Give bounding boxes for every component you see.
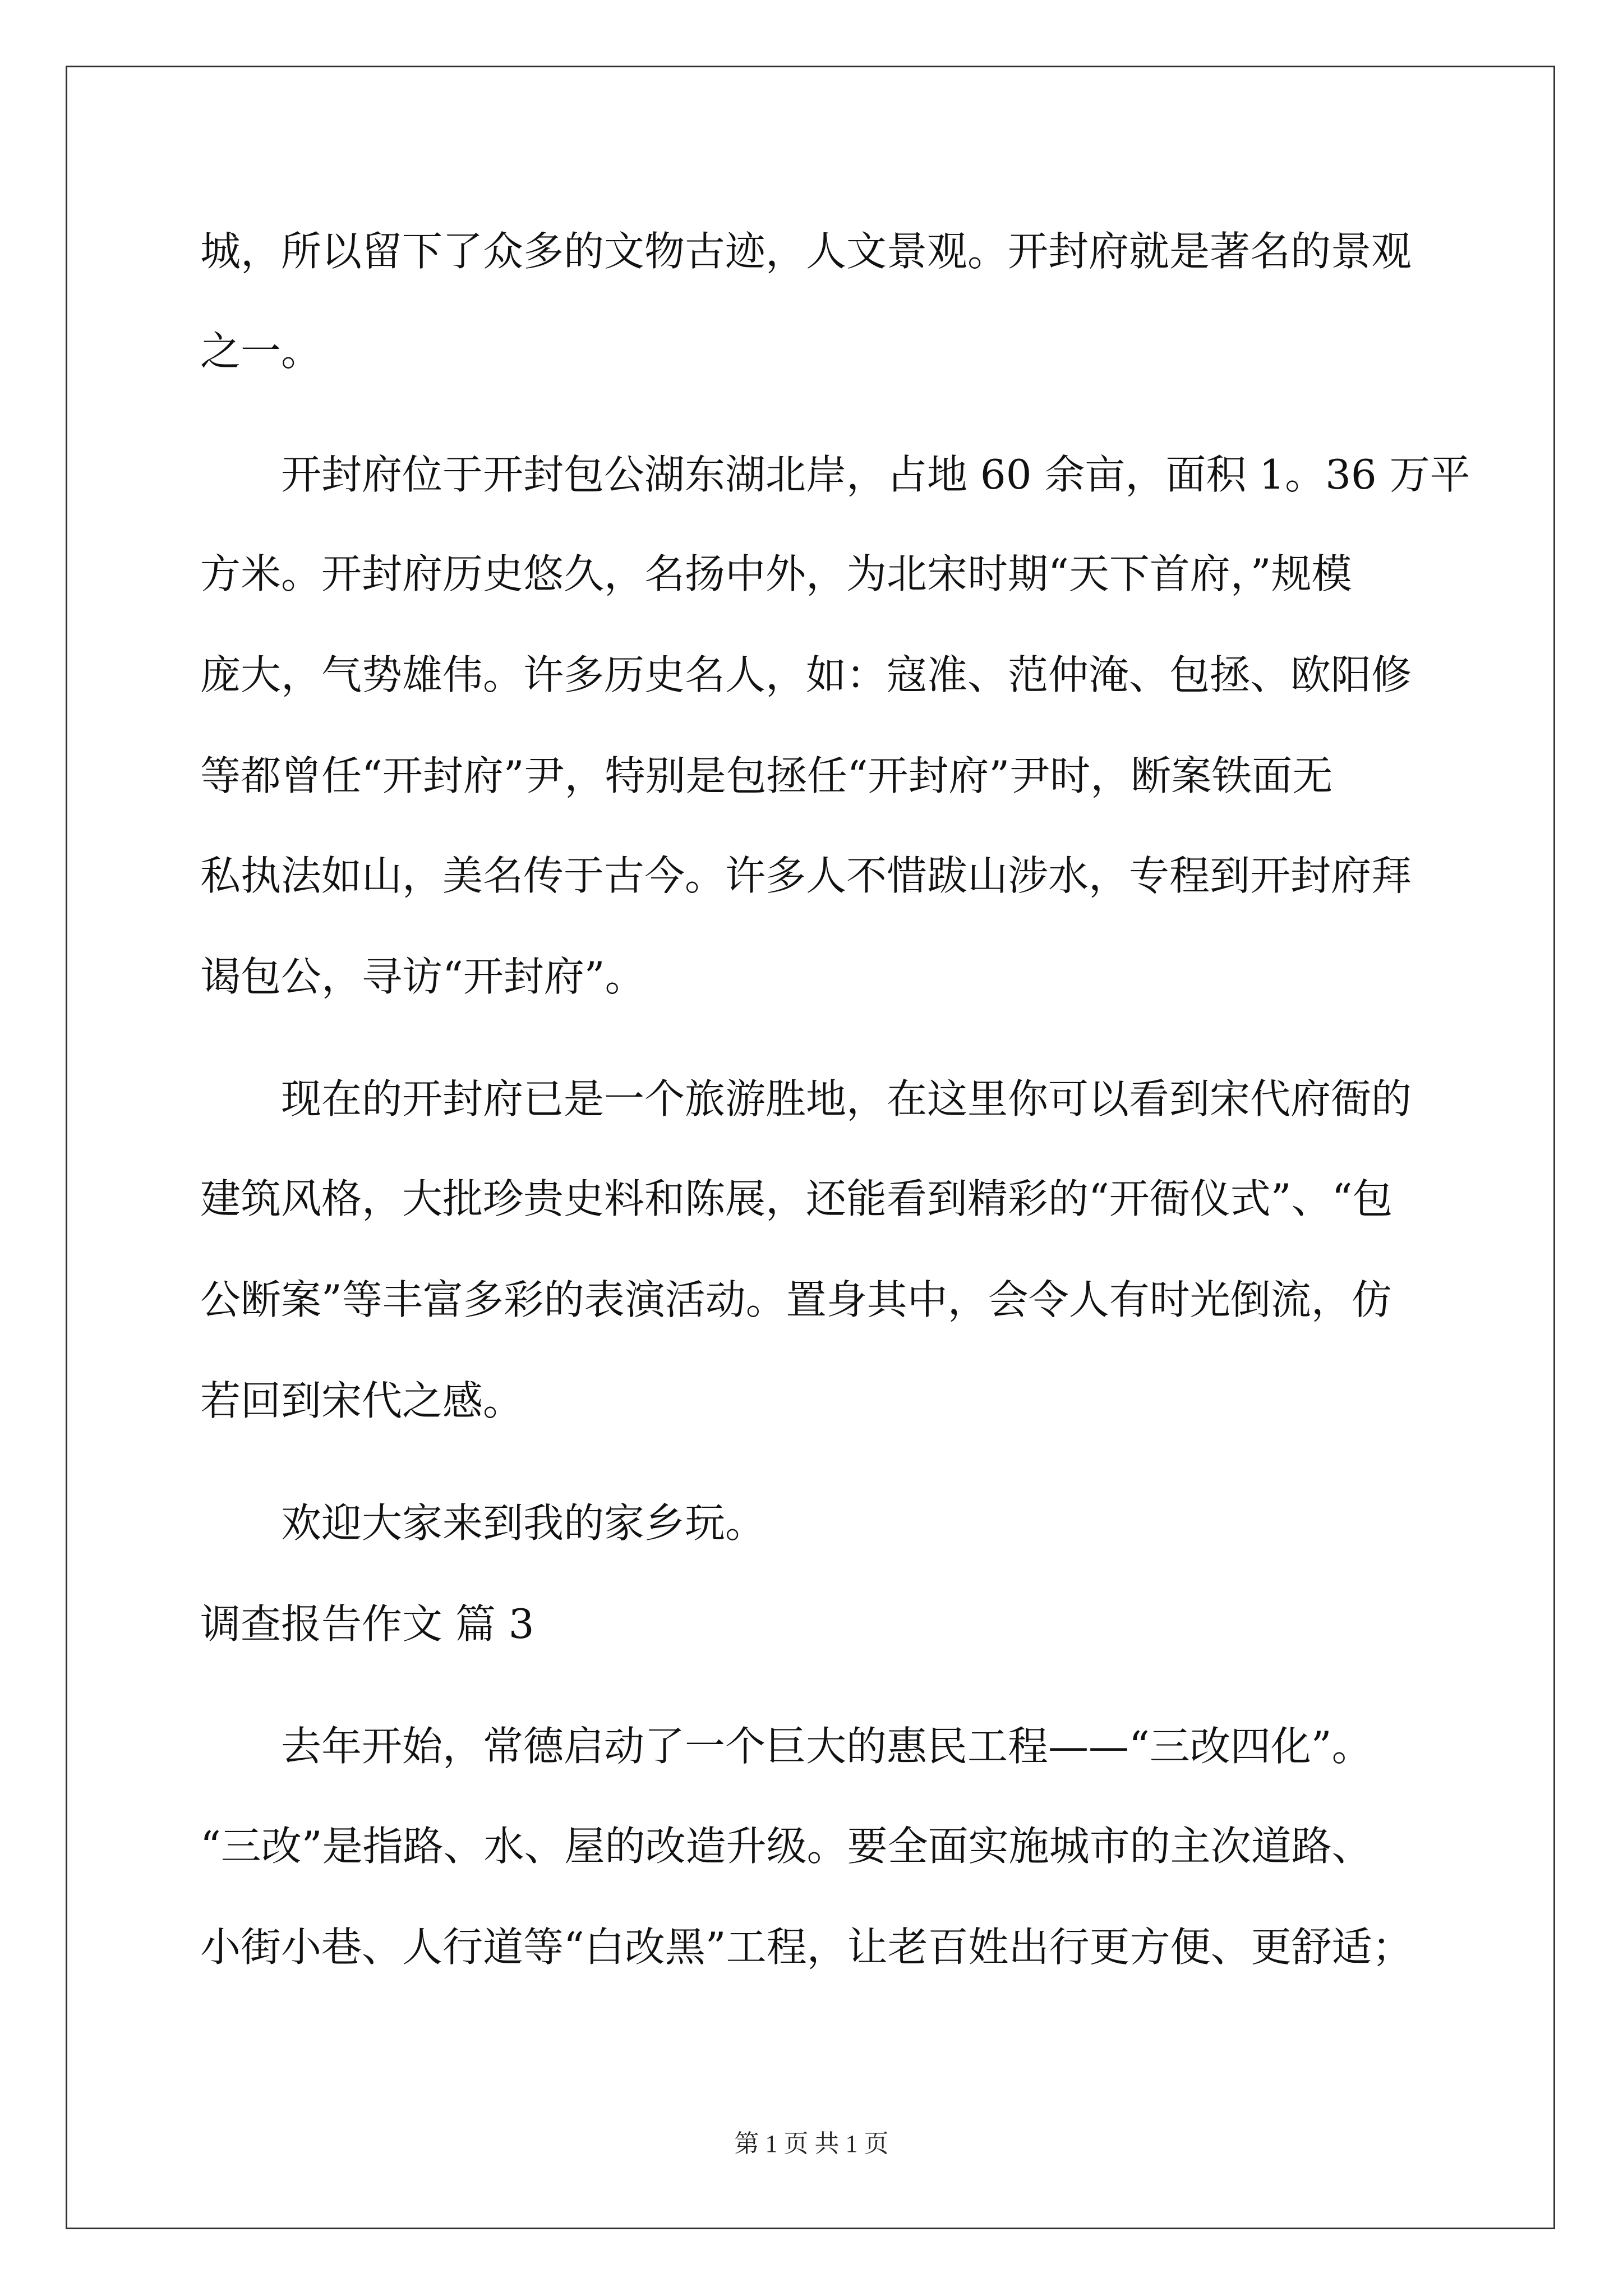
text-line: 之一。	[200, 328, 322, 375]
text-line: 欢迎大家来到我的家乡玩。	[281, 1499, 766, 1547]
section-heading: 调查报告作文 篇 3	[200, 1600, 534, 1648]
page-border	[66, 66, 1555, 2229]
text-line: “三改”是指路、水、屋的改造升级。要全面实施城市的主次道路、	[200, 1823, 1372, 1870]
text-line: 私执法如山，美名传于古今。许多人不惜跋山涉水，专程到开封府拜	[200, 852, 1412, 899]
text-line: 公断案”等丰富多彩的表演活动。置身其中，会令人有时光倒流，仿	[200, 1276, 1392, 1323]
text-line: 开封府位于开封包公湖东湖北岸，占地 60 余亩，面积 1。36 万平	[281, 451, 1470, 498]
text-line: 建筑风格，大批珍贵史料和陈展，还能看到精彩的“开衙仪式”、“包	[200, 1175, 1393, 1222]
text-line: 谒包公，寻访“开封府”。	[200, 953, 645, 1000]
text-line: 方米。开封府历史悠久，名扬中外，为北宋时期“天下首府，”规模	[200, 550, 1352, 597]
text-line: 城，所以留下了众多的文物古迹，人文景观。开封府就是著名的景观	[200, 228, 1412, 275]
text-line: 小街小巷、人行道等“白改黑”工程，让老百姓出行更方便、更舒适；	[200, 1924, 1413, 1971]
text-line: 等都曾任“开封府”尹，特别是包拯任“开封府”尹时，断案铁面无	[200, 752, 1333, 799]
text-line: 去年开始，常德启动了一个巨大的惠民工程——“三改四化”。	[281, 1723, 1372, 1770]
text-line: 若回到宋代之感。	[200, 1377, 524, 1424]
text-line: 现在的开封府已是一个旅游胜地，在这里你可以看到宋代府衙的	[281, 1075, 1412, 1122]
page-footer: 第 1 页 共 1 页	[734, 2130, 889, 2157]
text-line: 庞大，气势雄伟。许多历史名人，如：寇准、范仲淹、包拯、欧阳修	[200, 651, 1412, 698]
